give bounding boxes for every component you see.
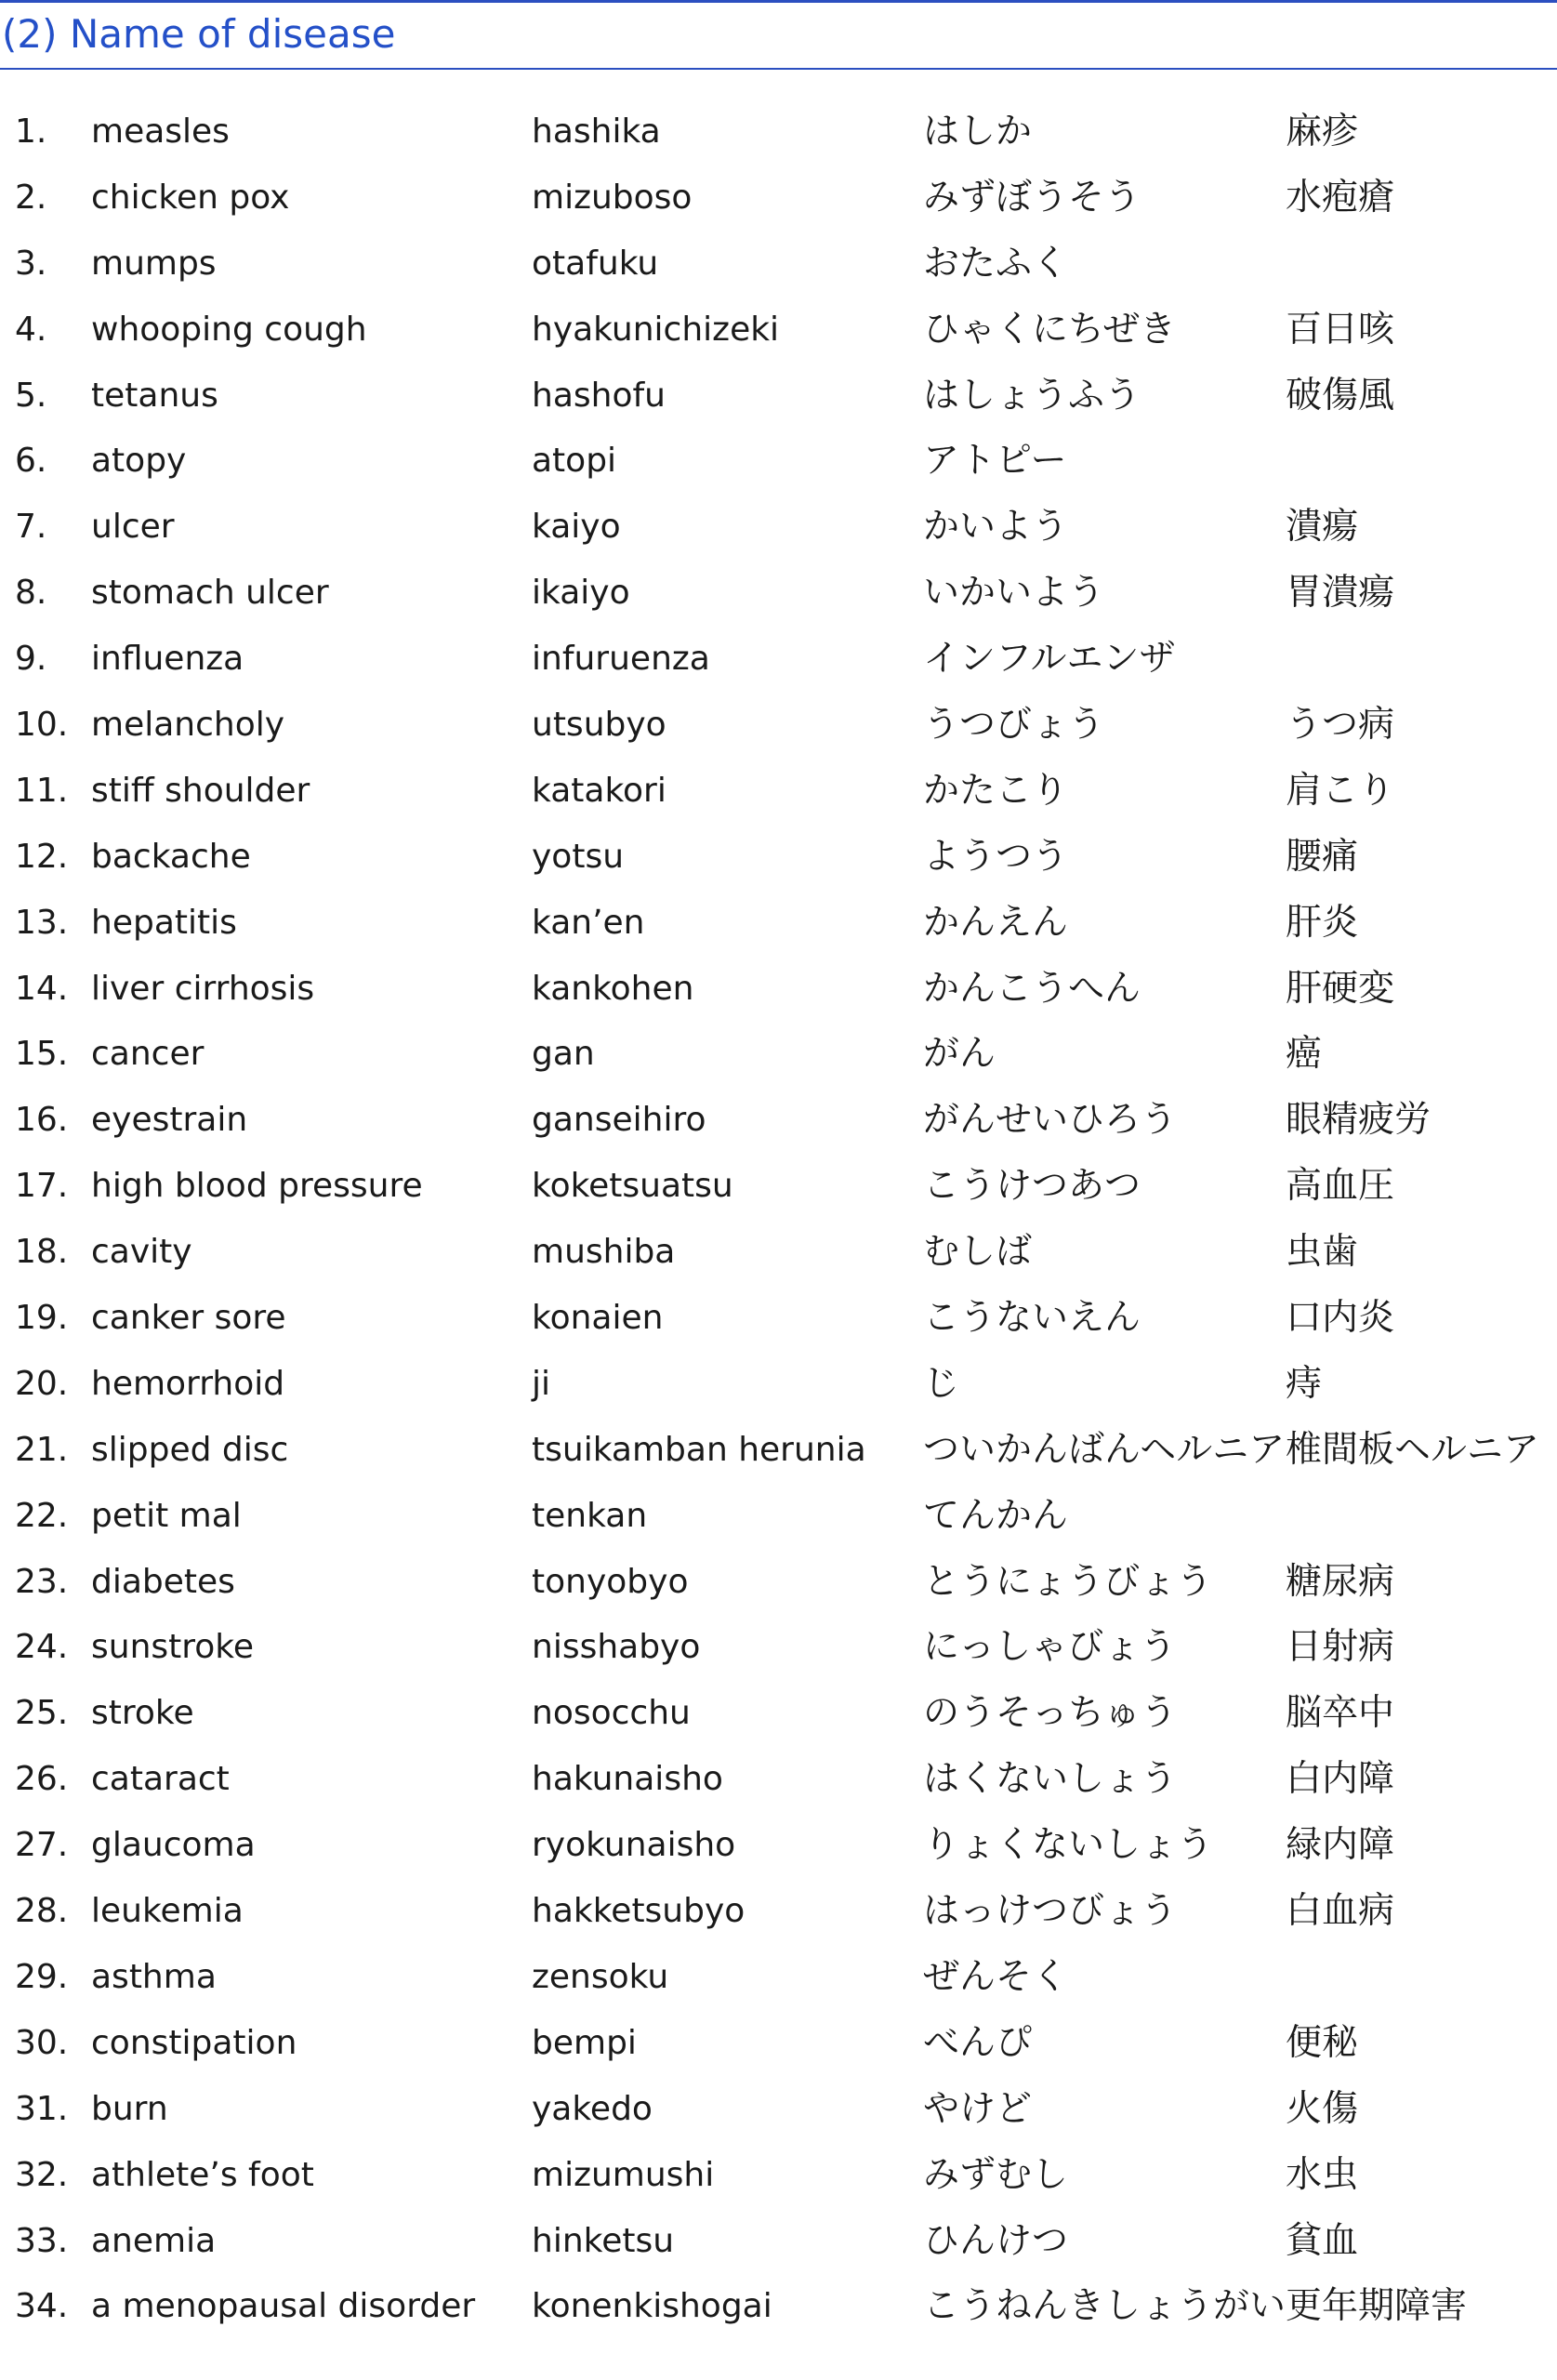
row-number: 5.: [15, 376, 47, 415]
row-number: 11.: [15, 771, 69, 810]
row-number: 23.: [15, 1562, 69, 1601]
english-name: stomach ulcer: [91, 574, 329, 613]
table-row: [0, 891, 1557, 957]
english-name: a menopausal disorder: [91, 2287, 476, 2326]
romaji-reading: mizumushi: [532, 2155, 715, 2194]
romaji-reading: hakunaisho: [532, 1760, 723, 1799]
row-number: 26.: [15, 1760, 69, 1799]
romaji-reading: nosocchu: [532, 1694, 691, 1733]
row-number: 20.: [15, 1364, 69, 1403]
row-number: 8.: [15, 574, 47, 613]
kana-reading: はしょうふう: [923, 374, 1141, 416]
table-row: [0, 2274, 1557, 2340]
kanji-name: 肩こり: [1286, 769, 1395, 812]
kanji-name: 虫歯: [1286, 1231, 1359, 1274]
kana-reading: こうけつあつ: [923, 1165, 1141, 1208]
kanji-name: 肝硬変: [1286, 967, 1395, 1010]
kanji-name: 胃潰瘍: [1286, 572, 1395, 615]
kana-reading: ぜんそく: [923, 1955, 1069, 1998]
kana-reading: いかいよう: [923, 572, 1105, 615]
english-name: influenza: [91, 640, 244, 679]
kana-reading: インフルエンザ: [923, 638, 1176, 681]
section-header: [0, 3, 1557, 70]
kanji-name: [1286, 1945, 1555, 2011]
english-name: hemorrhoid: [91, 1364, 285, 1403]
kanji-name: 肝炎: [1286, 901, 1359, 944]
row-number: 27.: [15, 1826, 69, 1865]
disease-table: [0, 99, 1557, 2340]
kana-reading: みずぼうそう: [923, 176, 1141, 218]
romaji-reading: gan: [532, 1035, 595, 1074]
table-row: [0, 429, 1557, 495]
english-name: chicken pox: [91, 178, 290, 217]
kanji-name: 腰痛: [1286, 835, 1359, 878]
row-number: 34.: [15, 2287, 69, 2326]
kana-reading: べんぴ: [923, 2021, 1033, 2064]
kanji-name: 破傷風: [1286, 374, 1395, 416]
english-name: atopy: [91, 442, 187, 481]
romaji-reading: hashika: [532, 112, 661, 151]
english-name: anemia: [91, 2221, 217, 2260]
english-name: tetanus: [91, 376, 218, 415]
romaji-reading: mizuboso: [532, 178, 693, 217]
english-name: mumps: [91, 244, 217, 283]
table-row: [0, 1220, 1557, 1286]
english-name: athlete’s foot: [91, 2155, 314, 2194]
table-row: [0, 1418, 1557, 1484]
english-name: whooping cough: [91, 310, 367, 349]
kana-reading: じ: [923, 1362, 960, 1405]
english-name: glaucoma: [91, 1826, 256, 1865]
kanji-name: [1286, 231, 1555, 298]
english-name: constipation: [91, 2023, 297, 2062]
english-name: asthma: [91, 1957, 217, 1996]
english-name: burn: [91, 2089, 168, 2128]
kana-reading: はしか: [923, 111, 1033, 152]
kana-reading: がん: [923, 1033, 996, 1076]
kana-reading: アトピー: [923, 440, 1067, 483]
row-number: 29.: [15, 1957, 69, 1996]
kana-reading: ひゃくにちぜき: [923, 308, 1176, 350]
kanji-name: 椎間板ヘルニア: [1286, 1428, 1540, 1471]
kanji-name: [1286, 1484, 1555, 1550]
row-number: 14.: [15, 969, 69, 1008]
romaji-reading: utsubyo: [532, 706, 666, 745]
romaji-reading: mushiba: [532, 1233, 676, 1272]
kana-reading: はっけつびょう: [923, 1890, 1178, 1933]
kanji-name: 高血圧: [1286, 1165, 1395, 1208]
romaji-reading: otafuku: [532, 244, 659, 283]
romaji-reading: yakedo: [532, 2089, 653, 2128]
kanji-name: 麻疹: [1286, 111, 1359, 152]
table-row: [0, 1088, 1557, 1154]
kana-reading: こうねんきしょうがい: [923, 2285, 1287, 2328]
table-row: [0, 364, 1557, 430]
english-name: stiff shoulder: [91, 771, 310, 810]
table-row: [0, 1286, 1557, 1352]
english-name: cancer: [91, 1035, 205, 1074]
kanji-name: [1286, 429, 1555, 495]
kanji-name: 口内炎: [1286, 1297, 1395, 1340]
english-name: high blood pressure: [91, 1167, 423, 1206]
english-name: backache: [91, 837, 251, 876]
table-row: [0, 693, 1557, 759]
romaji-reading: kaiyo: [532, 508, 621, 547]
kanji-name: 日射病: [1286, 1626, 1395, 1669]
table-row: [0, 1154, 1557, 1220]
table-row: [0, 1352, 1557, 1418]
kana-reading: おたふく: [923, 242, 1069, 284]
kanji-name: 糖尿病: [1286, 1560, 1395, 1603]
kana-reading: うつびょう: [923, 704, 1105, 747]
row-number: 33.: [15, 2221, 69, 2260]
row-number: 6.: [15, 442, 47, 481]
english-name: petit mal: [91, 1496, 242, 1535]
romaji-reading: katakori: [532, 771, 666, 810]
table-row: [0, 2143, 1557, 2209]
table-row: [0, 1879, 1557, 1945]
row-number: 21.: [15, 1430, 69, 1469]
english-name: liver cirrhosis: [91, 969, 315, 1008]
kana-reading: りょくないしょう: [923, 1824, 1214, 1867]
romaji-reading: konaien: [532, 1299, 664, 1338]
table-row: [0, 2011, 1557, 2077]
table-row: [0, 1747, 1557, 1813]
english-name: eyestrain: [91, 1101, 248, 1140]
table-row: [0, 1813, 1557, 1879]
romaji-reading: tenkan: [532, 1496, 648, 1535]
english-name: melancholy: [91, 706, 285, 745]
table-row: [0, 561, 1557, 627]
row-number: 30.: [15, 2023, 69, 2062]
row-number: 25.: [15, 1694, 69, 1733]
kanji-name: 火傷: [1286, 2087, 1359, 2130]
kanji-name: 白内障: [1286, 1758, 1395, 1801]
english-name: stroke: [91, 1694, 194, 1733]
kana-reading: はくないしょう: [923, 1758, 1178, 1801]
kana-reading: みずむし: [923, 2153, 1069, 2196]
table-row: [0, 165, 1557, 231]
kanji-name: 貧血: [1286, 2219, 1359, 2262]
english-name: diabetes: [91, 1562, 235, 1601]
table-row: [0, 1945, 1557, 2011]
row-number: 16.: [15, 1101, 69, 1140]
romaji-reading: nisshabyo: [532, 1628, 701, 1667]
romaji-reading: ryokunaisho: [532, 1826, 736, 1865]
kanji-name: 百日咳: [1286, 308, 1395, 350]
romaji-reading: bempi: [532, 2023, 637, 2062]
kanji-name: 眼精疲労: [1286, 1099, 1432, 1142]
table-row: [0, 495, 1557, 561]
kana-reading: とうにょうびょう: [923, 1560, 1213, 1603]
kana-reading: かたこり: [923, 769, 1069, 812]
kanji-name: 緑内障: [1286, 1824, 1395, 1867]
english-name: slipped disc: [91, 1430, 289, 1469]
row-number: 4.: [15, 310, 47, 349]
table-row: [0, 1615, 1557, 1681]
row-number: 3.: [15, 244, 47, 283]
row-number: 10.: [15, 706, 69, 745]
table-row: [0, 99, 1557, 165]
table-row: [0, 1022, 1557, 1088]
romaji-reading: yotsu: [532, 837, 625, 876]
kana-reading: てんかん: [923, 1494, 1069, 1537]
kana-reading: かいよう: [923, 506, 1069, 549]
row-number: 13.: [15, 903, 69, 942]
romaji-reading: hinketsu: [532, 2221, 675, 2260]
romaji-reading: hashofu: [532, 376, 666, 415]
kana-reading: ついかんばんヘルニア: [923, 1428, 1286, 1471]
row-number: 15.: [15, 1035, 69, 1074]
table-row: [0, 759, 1557, 825]
table-row: [0, 231, 1557, 298]
table-row: [0, 627, 1557, 693]
table-row: [0, 957, 1557, 1023]
english-name: canker sore: [91, 1299, 286, 1338]
kanji-name: 癌: [1286, 1033, 1323, 1076]
romaji-reading: kankohen: [532, 969, 694, 1008]
row-number: 18.: [15, 1233, 69, 1272]
romaji-reading: konenkishogai: [532, 2287, 772, 2326]
english-name: leukemia: [91, 1892, 244, 1931]
table-row: [0, 1550, 1557, 1616]
english-name: measles: [91, 112, 230, 151]
row-number: 24.: [15, 1628, 69, 1667]
english-name: ulcer: [91, 508, 175, 547]
kana-reading: ようつう: [923, 835, 1069, 878]
kanji-name: 水疱瘡: [1286, 176, 1395, 218]
table-row: [0, 1484, 1557, 1550]
kanji-name: 痔: [1286, 1362, 1323, 1405]
kana-reading: ひんけつ: [923, 2219, 1069, 2262]
row-number: 32.: [15, 2155, 69, 2194]
kanji-name: 潰瘍: [1286, 506, 1359, 549]
english-name: cataract: [91, 1760, 230, 1799]
romaji-reading: hakketsubyo: [532, 1892, 746, 1931]
english-name: sunstroke: [91, 1628, 255, 1667]
row-number: 17.: [15, 1167, 69, 1206]
kana-reading: のうそっちゅう: [923, 1692, 1178, 1735]
row-number: 7.: [15, 508, 47, 547]
row-number: 31.: [15, 2089, 69, 2128]
kanji-name: 白血病: [1286, 1890, 1395, 1933]
kanji-name: 水虫: [1286, 2153, 1359, 2196]
row-number: 1.: [15, 112, 47, 151]
kanji-name: 脳卒中: [1286, 1692, 1395, 1735]
table-row: [0, 298, 1557, 364]
romaji-reading: infuruenza: [532, 640, 710, 679]
kana-reading: かんえん: [923, 901, 1069, 944]
kana-reading: むしば: [923, 1231, 1033, 1274]
romaji-reading: ganseihiro: [532, 1101, 706, 1140]
kana-reading: こうないえん: [923, 1297, 1141, 1340]
kanji-name: 更年期障害: [1286, 2285, 1468, 2328]
row-number: 9.: [15, 640, 47, 679]
table-row: [0, 2209, 1557, 2275]
english-name: cavity: [91, 1233, 192, 1272]
kana-reading: がんせいひろう: [923, 1099, 1178, 1142]
table-row: [0, 1681, 1557, 1747]
romaji-reading: tonyobyo: [532, 1562, 689, 1601]
romaji-reading: zensoku: [532, 1957, 669, 1996]
english-name: hepatitis: [91, 903, 237, 942]
row-number: 19.: [15, 1299, 69, 1338]
romaji-reading: ikaiyo: [532, 574, 630, 613]
kanji-name: うつ病: [1286, 704, 1395, 747]
kana-reading: かんこうへん: [923, 967, 1141, 1010]
romaji-reading: kan’en: [532, 903, 645, 942]
kana-reading: やけど: [923, 2087, 1033, 2130]
row-number: 22.: [15, 1496, 69, 1535]
romaji-reading: koketsuatsu: [532, 1167, 733, 1206]
romaji-reading: ji: [532, 1364, 551, 1403]
table-row: [0, 825, 1557, 891]
romaji-reading: atopi: [532, 442, 617, 481]
section-title: (2) Name of disease: [2, 11, 396, 57]
kana-reading: にっしゃびょう: [923, 1626, 1177, 1669]
row-number: 2.: [15, 178, 47, 217]
table-row: [0, 2077, 1557, 2143]
romaji-reading: hyakunichizeki: [532, 310, 780, 349]
row-number: 28.: [15, 1892, 69, 1931]
kanji-name: 便秘: [1286, 2021, 1359, 2064]
romaji-reading: tsuikamban herunia: [532, 1430, 866, 1469]
row-number: 12.: [15, 837, 69, 876]
kanji-name: [1286, 627, 1555, 693]
